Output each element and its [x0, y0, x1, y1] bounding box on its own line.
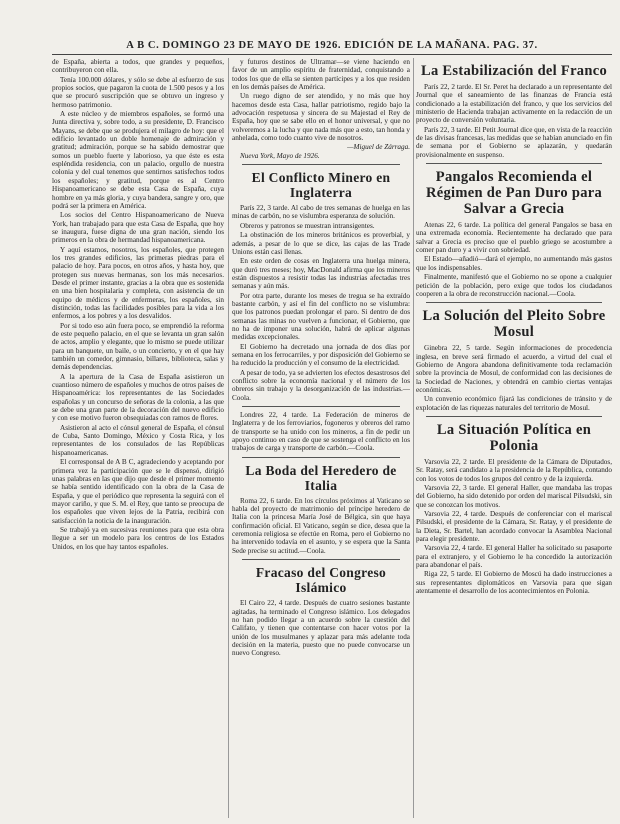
- column-3: [416, 58, 612, 596]
- article-paragraph: Tenía 100.000 dólares, y sólo se debe al esfuerzo de sus propios socios, que pagaron la cuota de 1.500 pesos y a los que se procuró suscripción que se obtuvo un ingreso y hermoso patrimonio.: [52, 75, 224, 109]
- column-separator-2: [413, 58, 414, 818]
- article-paragraph: El Gobierno ha decretado una jornada de dos días por semana en los ferrocarriles, y por disposición del Gobierno se ha reducido la producción y el consumo de la electricidad.: [232, 342, 410, 368]
- article-paragraph: de España, abierta a todos, que grandes y pequeños, contribuyeron con ella.: [52, 58, 224, 75]
- article-paragraph: Varsovia 22, 4 tarde. El general Haller ha solicitado su pasaporte para el extranjero, y el Gobierno le ha concedido la autorización para abandonar el país.: [416, 544, 612, 570]
- article-paragraph: A pesar de todo, ya se advierten los efectos desastrosos del conflicto sobre la economía nacional y el número de los obreros sin trabajo y la desorganización de las industrias.—Coola.: [232, 368, 410, 402]
- column-2: [232, 58, 410, 659]
- section-rule: [242, 559, 400, 560]
- article-paragraph: El Cairo 22, 4 tarde. Después de cuatro sesiones bastante agitadas, ha terminado el Congreso islámico. Los delegados no han podido llegar a un acuerdo sobre la cuestión del Califato, y tienen que contentarse con hacer votos por la unión de los musulmanes y aplazar para más adelante toda decisión en la materia, puesto que no puede convocarse un nuevo Congreso.: [232, 599, 410, 658]
- article-dateline: Nueva York, Mayo de 1926.: [240, 151, 320, 160]
- article-paragraph: Varsovia 22, 3 tarde. El general Haller, que mandaba las tropas del Gobierno, ha sido detenido por orden del mariscal Pilsudski, sin que se conozcan los motivos.: [416, 483, 612, 509]
- column-1: [52, 58, 224, 552]
- article-paragraph: Un ruego digno de ser atendido, y no más que hoy hacemos desde esta Casa, hallar patriotismo, regido bajo la advocación respetuosa y sincera de su Majestad el Rey de España, hoy que se sabe ello en el honor universal, y que no volveremos a la lucha y que nada más que a esto, tan honda y anhelada, como todo cuanto vive de nosotros.: [232, 92, 410, 143]
- article-paragraph: Londres 22, 4 tarde. La Federación de mineros de Inglaterra y de los ferroviarios, fogoneros y obreros del ramo de transporte se ha unido con los mineros, a fin de pedir un apoyo continuo en caso de que se sostenga el conflicto en los trabajos de carga y transporte de carbón.—Coola.: [232, 411, 410, 453]
- article-paragraph: París 22, 2 tarde. El Sr. Peret ha declarado a un representante del Journal que el saneamiento de las finanzas de Francia está condicionado a la estabilización del franco, y que los servicios del ministerio de Hacienda trabajan activamente en la redacción de un proyecto de conversión voluntaria.: [416, 83, 612, 125]
- article-paragraph: y futuros destinos de Ultramar—se viene haciendo en favor de un amplio espíritu de fraternidad, conquistando a todos los que de ella se sienten partícipes y a los que residen en los demás países de América.: [232, 58, 410, 92]
- article-paragraph: La obstinación de los mineros británicos es proverbial, y además, a pesar de lo que se dice, las cajas de las Trade Unions están casi llenas.: [232, 231, 410, 256]
- section-rule: [242, 457, 400, 458]
- article-paragraph: Riga 22, 5 tarde. El Gobierno de Moscú ha dado instrucciones a sus representantes diplomáticos en Varsovia para que sigan atentamente el desarrollo de los acontecimientos en Polonia.: [416, 570, 612, 596]
- section-rule: [426, 302, 602, 303]
- article-paragraph: Obreros y patronos se muestran intransigentes.: [240, 221, 375, 230]
- section-rule: [426, 416, 602, 417]
- article-paragraph: Por otra parte, durante los meses de tregua se ha extraído bastante carbón, y así el fin del conflicto no se vislumbra: que los patronos puedan prolongar el paro. Si dentro de dos semanas las minas no vuelven a funcionar, el Gobierno, que no ha de imponer una solución, habrá de aplicar algunas medidas excepcionales.: [232, 291, 410, 342]
- section-rule: [426, 163, 602, 164]
- article-paragraph: Varsovia 22, 4 tarde. Después de conferenciar con el mariscal Pilsudski, el presidente de la Cámara, Sr. Ratay, y el presidente de la Dieta, Sr. Bartel, han acordado convocar la Asamblea Nacional para elegir presidente.: [416, 510, 612, 544]
- article-paragraph: A la apertura de la Casa de España asistieron un cuantioso número de españoles y muchos de otros países de Hispanoamérica: los representantes de las Sociedades españolas y un concurso de señoras de la colonia, a las que se debe una gran parte de la decoración del nuevo edificio y con ese motivo fueron obsequiadas con ramos de flores.: [52, 372, 224, 423]
- article-signature: —Miguel de Zárraga.: [347, 143, 410, 152]
- article-paragraph: Finalmente, manifestó que el Gobierno no se opone a cualquier petición de la población, pero exige que todos los ciudadanos cooperen a la obra de reconstrucción nacional.—Coola.: [416, 273, 612, 298]
- header-rule: [52, 54, 612, 55]
- article-headline: La Boda del Heredero de Italia: [245, 462, 397, 493]
- column-separator-1: [228, 58, 229, 818]
- article-paragraph: Y aquí estamos, nosotros, los españoles, que protegen los tres grandes edificios, las primeras piedras para el palacio de hoy. Para pocos, en otros años, y hasta hoy, que protegen sus nuevas hermanas, son los más necesarios. Desde el primer instante, gracias a la obra que es sostenida en una bien hospitalaria y completa, con asistencia de un equipo de médicos y de enfermeras, los españoles, sin distinción, todas las facilidades posibles para la vida a los enfermos, a los pobres y a los desvalidos.: [52, 245, 224, 321]
- article-paragraph: Varsovia 22, 2 tarde. El presidente de la Cámara de Diputados, Sr. Ratay, será candidato a la presidencia de la República, contando con los votos de todos los grupos del centro y de la izquierda.: [416, 457, 612, 483]
- article-paragraph: Por si todo eso aún fuera poco, se emprendió la reforma de este pequeño palacio, en el que se levanta un gran salón de actos, amplio y elegante, que lo mismo se puede utilizar para un banquete, un baile, o un concierto, y en el que hay también un comedor, gimnasio, billares, biblioteca, salas y demás dependencias.: [52, 321, 224, 372]
- article-headline: La Situación Política en Polonia: [436, 421, 592, 454]
- article-paragraph: El corresponsal de A B C, agradeciendo y aceptando por primera vez la participación que se le dispensó, dirigió unas palabras en las que dijo que desde el primer momento se había sentido identificado con la obra de la Casa de España, y que el periódico que representa la seguirá con el mayor cariño, y que S. M. el Rey, que tanto se preocupa de los españoles que viven lejos de la Patria, recibirá con satisfacción la noticia de la inauguración.: [52, 458, 224, 525]
- section-rule: [242, 406, 400, 407]
- article-paragraph: Los socios del Centro Hispanoamericano de Nueva York, han trabajado para que esta Casa de España, que hoy se inaugura, fuese digna de una gran nación, siendo los primeros en la obra de hermandad hispanoamericana.: [52, 211, 224, 245]
- section-rule: [242, 164, 400, 165]
- article-paragraph: Roma 22, 6 tarde. En los círculos próximos al Vaticano se habla del proyecto de matrimonio del príncipe heredero de Italia con la princesa María José de Bélgica, sin que haya confirmación oficial. El Vaticano, según se dice, desea que la ceremonia religiosa se efectúe en Roma, pero el Gobierno no ha intervenido todavía en el asunto, y se espera que la Santa Sede precise su actitud.—Coola.: [232, 496, 410, 555]
- article-headline: La Estabilización del Franco: [420, 63, 608, 79]
- article-paragraph: París 22, 3 tarde. Al cabo de tres semanas de huelga en las minas de carbón, no se vislumbra esperanza de solución.: [232, 204, 410, 221]
- page-header: A B C. DOMINGO 23 DE MAYO DE 1926. EDICIÓN DE LA MAÑANA. PAG. 37.: [126, 40, 538, 51]
- article-paragraph: París 22, 3 tarde. El Petit Journal dice que, en vista de la reacción de las divisas francesas, las medidas que se habían anunciado en fin de semana por el Gobierno se aplazarán, y quedarán provisionalmente en suspenso.: [416, 125, 613, 159]
- article-paragraph: Asistieron al acto el cónsul general de España, el cónsul de Cuba, Santo Domingo, México y Costa Rica, y los representantes de los consulados de las Repúblicas hispanoamericanas.: [52, 423, 224, 457]
- article-paragraph: Ginebra 22, 5 tarde. Según informaciones de procedencia inglesa, en breve será firmado el acuerdo, a virtud del cual el Gobierno de Angora abandona definitivamente toda reclamación sobre la provincia de Mosul, de conformidad con las decisiones de la Sociedad de Naciones, y obtendrá en cambio ciertas ventajas económicas.: [416, 344, 612, 394]
- article-paragraph: En este orden de cosas en Inglaterra una huelga minera, que duró tres meses; hoy, MacDonald afirma que los mineros están dispuestos a resistir todas las industrias afectadas tres semanas y aún más.: [232, 257, 410, 291]
- article-headline: La Solución del Pleito Sobre Mosul: [422, 308, 606, 341]
- article-paragraph: Se trabajó ya en sucesivas reuniones para que esta obra llegue a ser un modelo para los centros de los Estados Unidos, en los que hay tantos españoles.: [52, 525, 224, 551]
- article-paragraph: A este núcleo y de miembros españoles, se formó una Junta directiva y, sobre todo, a su presidente, D. Francisco Mayans, se debe que se produjera el milagro de hoy: que el edificio levantado un doble homenaje de admiración y gratitud; admiración, porque se ha sabido demostrar que somos un pueblo fuerte y laborioso, ya que éste es esta espléndida residencia, con un palacio, orgullo de nuestra colonia y del cual tenemos que sentirnos satisfechos todos los españoles; y gratitud, porque es al Centro Hispanoamericano se debe esta Casa de España, cuya hombre en ya más gloria, y cuya bandera, sangre y oro, que podrá ser la primera en América.: [52, 110, 224, 210]
- article-paragraph: El Estado—añadió—dará el ejemplo, no aumentando más gastos que los indispensables.: [416, 255, 612, 272]
- article-headline: Fracaso del Congreso Islámico: [255, 565, 387, 596]
- article-headline: Pangalos Recomienda el Régimen de Pan Duro para Salvar a Grecia: [425, 169, 603, 218]
- article-paragraph: Un convenio económico fijará las condiciones de tránsito y de explotación de las riquezas naturales del territorio de Mosul.: [416, 395, 612, 412]
- article-paragraph: Atenas 22, 6 tarde. La política del general Pangalos se basa en una extremada economía. Recientemente ha declarado que para salvar a Grecia es preciso que el pueblo griego se acostumbre a comer pan duro y a vivir con sobriedad.: [416, 221, 612, 255]
- article-headline: El Conflicto Minero en Inglaterra: [251, 170, 391, 201]
